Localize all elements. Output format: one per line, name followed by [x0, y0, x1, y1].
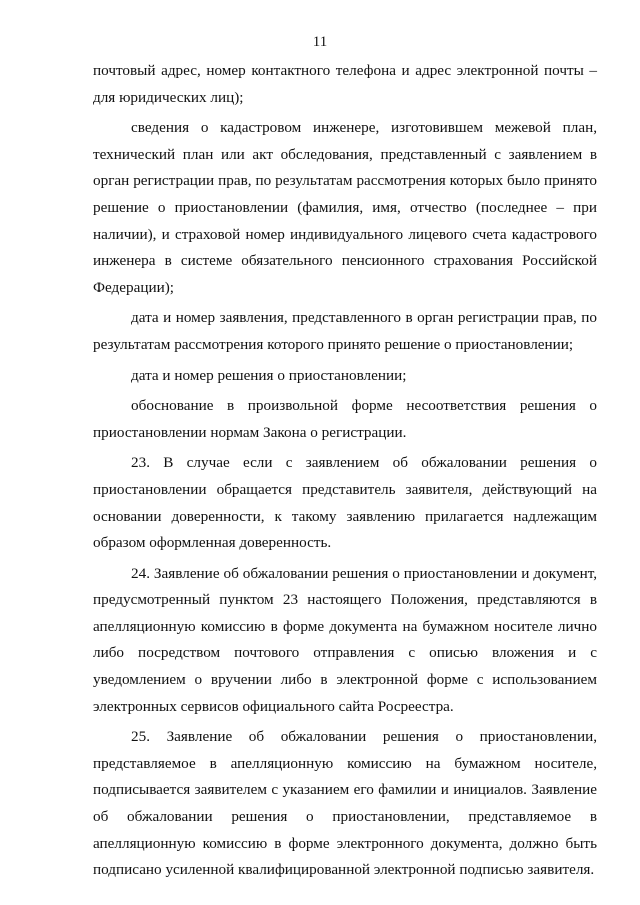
paragraph-item-25: 25. Заявление об обжаловании решения о приостановлении, представляемое в апелляционную комиссию на бумажном носителе, подписывается заявителем с указанием его фамилии и инициалов. Заявление об обжаловании решения о приостановлении, представляемое в апелляционную комиссию в форме электронного документа, должно быть подписано усиленной квалифицированной электронной подписью заявителя.: [93, 728, 597, 879]
paragraph-item-24: 24. Заявление об обжаловании решения о приостановлении и документ, предусмотренный пунктом 23 настоящего Положения, представляются в апелляционную комиссию в форме документа на бумажном носителе лично либо посредством почтового отправления с описью вложения и с уведомлением о вручении либо в электронной форме с использованием электронных сервисов официального сайта Росреестра.: [93, 564, 597, 715]
paragraph-decision-date: дата и номер решения о приостановлении;: [131, 366, 407, 384]
paragraph-cadastral-engineer: сведения о кадастровом инженере, изготовившем межевой план, технический план или акт обследования, представленный с заявлением в орган регистрации прав, по результатам рассмотрения которых было принято решение о приостановлении (фамилия, имя, отчество (последнее – при наличии), и страховой номер индивидуального лицевого счета кадастрового инженера в системе обязательного пенсионного страхования Российской Федерации);: [93, 119, 597, 296]
paragraph-item-23: 23. В случае если с заявлением об обжаловании решения о приостановлении обращается представитель заявителя, действующий на основании доверенности, к такому заявлению прилагается надлежащим образом оформленная доверенность.: [93, 454, 597, 552]
paragraph-contact-details: почтовый адрес, номер контактного телефона и адрес электронной почты – для юридических лиц);: [93, 62, 597, 106]
paragraph-application-date: дата и номер заявления, представленного в орган регистрации прав, по результатам рассмотрения которого принято решение о приостановлении;: [93, 309, 597, 353]
document-body: [93, 58, 597, 884]
page-number: 11: [312, 34, 328, 50]
paragraph-justification: обоснование в произвольной форме несоответствия решения о приостановлении нормам Закона о регистрации.: [93, 397, 597, 441]
